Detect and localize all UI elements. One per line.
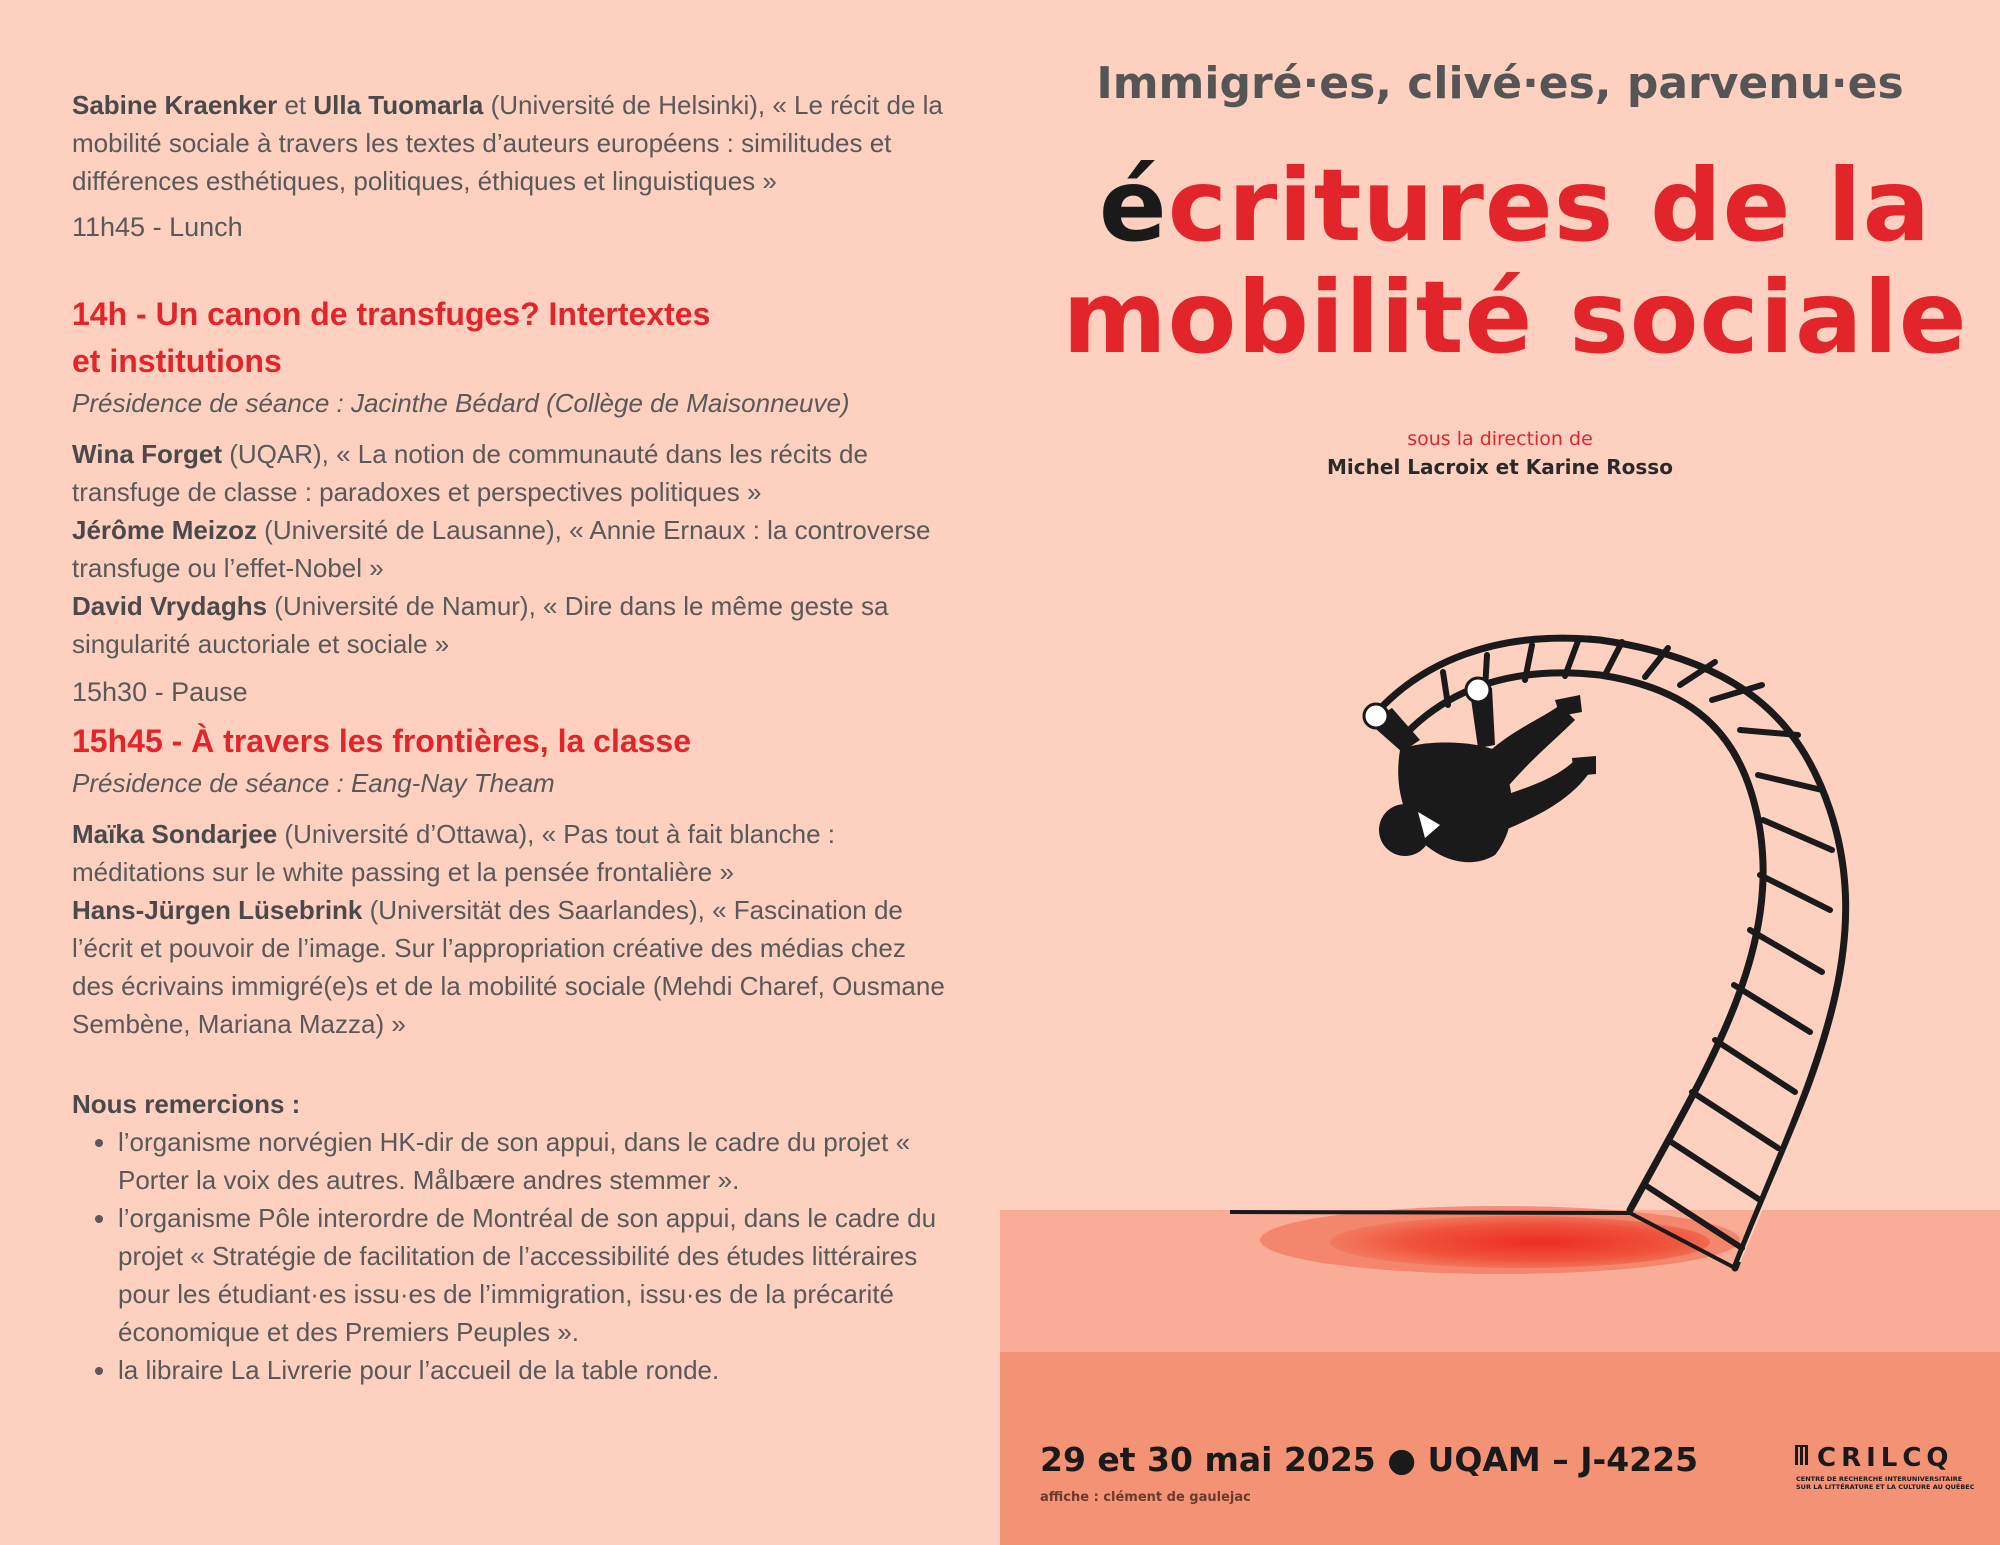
speaker-name: Hans-Jürgen Lüsebrink [72,895,363,925]
talk-forget [72,435,952,511]
talk-sondarjee [72,815,952,891]
logo-subtitle-line: CENTRE DE RECHERCHE INTERUNIVERSITAIRE [1796,1475,1963,1483]
talk-details: (Université de Helsinki), « Le récit de la mobilité sociale à travers les textes d’auteurs européens : similitudes et différences esthétiques, politiques, éthiques et linguistiques » [72,90,943,196]
session-chair: Présidence de séance : Eang-Nay Theam [72,768,555,798]
thanks-list [72,1123,952,1389]
crilcq-logo [1795,1443,1975,1491]
speaker-name: Sabine Kraenker [72,90,278,120]
lunch-break: 11h45 - Lunch [72,212,243,242]
logo-name: CRILCQ [1817,1443,1954,1473]
talk-meizoz [72,511,952,587]
poster-credit: affiche : clément de gaulejac [1040,1490,1251,1505]
talk-details: (Université d’Ottawa), « Pas tout à fait blanche : méditations sur le white passing et la pensée frontalière » [72,819,836,887]
speaker-name: Ulla Tuomarla [313,90,484,120]
speaker-name: Wina Forget [72,439,222,469]
talk-vrydaghs [72,587,952,663]
speaker-name: Maïka Sondarjee [72,819,278,849]
ladder-rungs [1443,641,1832,1248]
logo-subtitle-line: SUR LA LITTÉRATURE ET LA CULTURE AU QUÉBEC [1796,1483,1975,1491]
speaker-name: Jérôme Meizoz [72,515,257,545]
program-column [72,86,952,1389]
crilcq-logo-icon [1795,1445,1809,1472]
session-chair: Présidence de séance : Jacinthe Bédard (Collège de Maisonneuve) [72,388,850,418]
session-title-line: et institutions [72,343,282,379]
thanks-item: • l’organisme Pôle interordre de Montréal de son appui, dans le cadre du projet « Stratégie de facilitation de l’accessibilité des études littéraires pour les étudiant·es issu·es de l’immigration, issu·es de la précarité économique et des Premiers Peuples ». [118,1199,952,1351]
talk-details: (UQAR), « La notion de communauté dans les récits de transfuge de classe : paradoxes et perspectives politiques » [72,439,868,507]
talk-kraenker-tuomarla [72,86,952,200]
thanks-item: • l’organisme norvégien HK-dir de son appui, dans le cadre du projet « Porter la voix des autres. Målbære andres stemmer ». [118,1123,952,1199]
session-title [72,291,952,385]
pause-break: 15h30 - Pause [72,677,248,707]
title-line2: mobilité sociale [1062,259,1968,376]
logo-subtitle [1796,1475,1975,1491]
talk-details: (Université de Namur), « Dire dans le même geste sa singularité auctoriale et sociale » [72,591,889,659]
event-date-location: 29 et 30 mai 2025 ● UQAM – J-4225 [1040,1440,1699,1479]
talk-details: (Universität des Saarlandes), « Fascination de l’écrit et pouvoir de l’image. Sur l’appropriation créative des médias chez des écrivains immigré(e)s et de la mobilité sociale (Mehdi Charef, Ousmane Sembène, Mariana Mazza) » [72,895,945,1039]
cover-subtitle: Immigré·es, clivé·es, parvenu·es [1096,58,1904,109]
title-line1: critures de la [1167,147,1932,264]
falling-man [1364,678,1596,862]
man-falling-from-bent-ladder-illustration [1000,0,2000,1545]
direction-label: sous la direction de [1407,428,1593,450]
editors-names: Michel Lacroix et Karine Rosso [1327,455,1673,479]
thanks-item: • la libraire La Livrerie pour l’accueil de la table ronde. [118,1351,952,1389]
cover-panel [1000,0,2000,1545]
session-title: 15h45 - À travers les frontières, la classe [72,723,692,759]
session-title-line: 14h - Un canon de transfuges? Intertextes [72,296,711,332]
conjunction: et [277,90,314,120]
title-initial: é [1098,147,1168,264]
talk-details: (Université de Lausanne), « Annie Ernaux : la controverse transfuge ou l’effet-Nobel » [72,515,931,583]
talk-lusebrink [72,891,952,1043]
thanks-title: Nous remercions : [72,1089,301,1119]
speaker-name: David Vrydaghs [72,591,268,621]
